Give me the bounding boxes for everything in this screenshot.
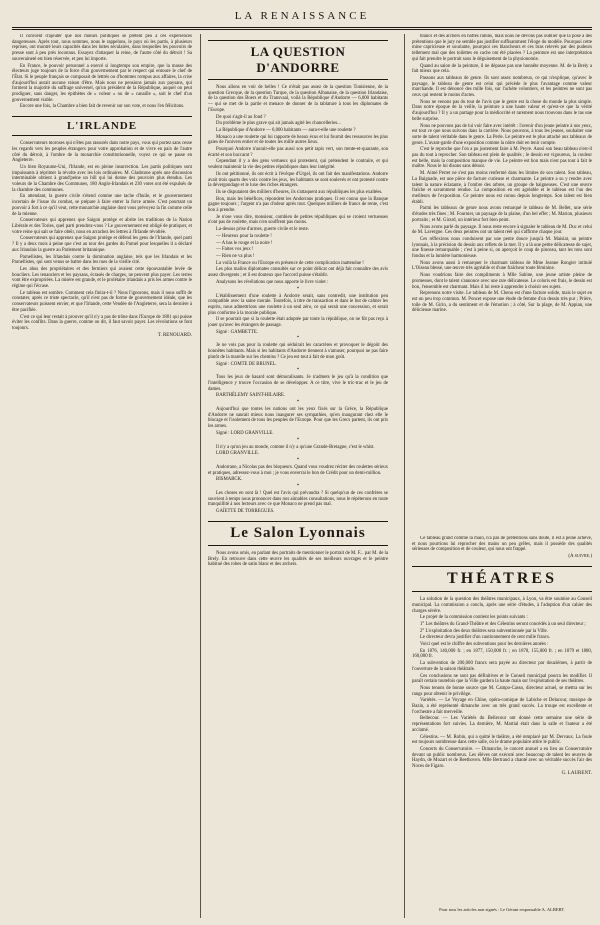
paragraph: Nous avons aussi à remarquer le charmant tableau de Mme Jeanne Rongier intitulé L'Oiseau blessé, une œuvre très agréable et d'une fraîcheur toute féminine. <box>412 260 592 272</box>
paragraph: La voilà la France ou l'Europe en présence de cette complication inattendue ! <box>216 260 364 266</box>
paragraph: Le projet de la commission contient les points suivants : <box>420 615 528 621</box>
paragraph: Je ne vois pas pour la roulette qui séduirait les caractères et provoquer le dégoût des honnêtes habitants. Mais si les habitants d'Andorre tiennent à s'amuser, pourquoi ne pas faire plutôt de la marelle sur les chemins ? Ce jeu est tout à fait de mon goût. <box>208 343 388 360</box>
paragraph: C'est le reproche que l'on a pu justement faire à M. Peyre. Aussi son beau tableau n'est-il pas du tout à reprocher. Son tableau est plein de qualités ; le dessin est vigoureux, la couleur est belle, mais la composition manque de vie. Le peintre est bon mais n'est pas tout à fait le maître. Nous le lui disons sans détour. <box>412 147 592 170</box>
paragraph: Nous allons en voir de belles ! Ce n'était pas assez de la question Tunisienne, de la question Grecque, de la question Turque, de la question Albanaise, de la question Irlandaise, de la question des Boers et du Transvaal, voilà la République d'Andorre — 6,000 habitants — qui se met de la partie et menace de donner de la tablature à tous les diplomates de l'Europe. <box>208 85 388 113</box>
masthead-title: LA RENAISSANCE <box>234 10 370 22</box>
paragraph: 2° L'exploitation des deux théâtres sera subventionnée par la Ville. <box>420 628 548 634</box>
paragraph: Monaco a une roulette qui lui rapporte de beaux écus et lui fournit des ressources les plus gaies de l'univers entier et de toutes les mille autres lieux. <box>208 134 388 146</box>
paragraph: Le directeur devra justifier d'un cautionnement de cent mille francs. <box>420 635 551 641</box>
paragraph: Signé : LORD GRANVILLE. <box>216 430 274 436</box>
paragraph: Pourquoi Andorre n'aurait-elle pas aussi son petit tapis vert, son trente-et-quarante, son écarté et son baccarat ? <box>208 147 388 158</box>
paragraph: — Rien ne va plus ! <box>216 253 255 259</box>
separator-star: * <box>296 400 300 406</box>
paragraph: Passons aux tableaux de genre. Ils sont assez nombreux, ce qui n'explique, qu'avec le paysage, le tableau de genre est celui qui précède le plus l'avantage comme valeur marchande. Il est dénoncé des mille fois, sur l'achète volontiers, et les peintres ne sont pas ceux qui restent le moins d'actes. <box>412 75 592 99</box>
paragraph: Il n'y a qu'un jeu au monde, comme il n'y a qu'une Grande-Bretagne, c'est le whist. <box>216 444 375 450</box>
paragraph: Quand au salon de la peinture, il ne dépasse pas une honnête moyenne. M. de la Brely a fait mieux que cela. <box>412 63 592 75</box>
paragraph: 1° Les théâtres du Grand-Théâtre et des Célestins seront concédés à un seul directeur ; <box>420 621 586 627</box>
column-2 <box>208 34 388 918</box>
separator-star: * <box>296 437 300 443</box>
paragraph: Du problème le plus grave qui ait jamais agité les chancelleries... <box>216 121 341 127</box>
paragraph: La République d'Andorre — 6,000 habitants — aura-t-elle une roulette ? <box>216 127 356 133</box>
salon-article-continued <box>412 34 592 314</box>
paragraph: Encore une fois, la Chambre a bien fait de revenir sur son vote, et nous l'en félicitons. <box>20 104 185 110</box>
paragraph: Le tableau est sombre. Comment cela finira-t-il ? Nous l'ignorons, mais il nous suffit de constater, après ce triste spectacle, qu'il n'est pas de forme de gouvernement idéale, que les conservateurs puissent envier, et que l'Irlande, cette Vendée de l'Angleterre, sera la dernière à être pacifiée. <box>12 290 192 313</box>
column-3-lower <box>412 536 592 906</box>
separator-star: * <box>296 336 300 342</box>
paragraph: Ce tableau grand comme la main, n'a pas de prétentions sans doute, il est à peine achevé, et nous pourrions lui reprocher des mains un peu grêles, mais il possède des qualités sérieuses de composition et de couleur, qui nous ont frappé. <box>412 536 592 553</box>
paragraph: L'établissement d'une roulette à Andorre serait, sans contredit, une institution peu compatible avec la saine morale. Toutefois, à titre de transaction et dans le but de calmer les esprits, nous admettrions une roulette à un seul zéro, ce qui serait une concession, et serait plus conforme à la morale publique. <box>208 293 388 316</box>
theatres-article <box>412 597 592 770</box>
paragraph: blancs et des archers en hottes rubins, mais nous ne devons pas oublier que la pose a des prétentions que le jury ne semble pas justifier suffisamment l'éloge du modèle. Pourquoi cette mine capricieuse et souriante, pourquoi ces blancheurs et ces bras relevés par des pudeurs tellement mal que des toilettes en cache ont été placées ? La peinture est une interprétation qui fait prendre le portrait sous le déguisement de la physionomie. <box>412 34 592 62</box>
andorre-article-6 <box>208 445 388 457</box>
paragraph: La solution de la question des théâtres municipaux, à Lyon, va être soumise au Conseil municipal. La commission a conclu, après une série d'études, à l'adoption d'un cahier des charges sévère. <box>412 597 592 614</box>
column-divider-2 <box>404 34 405 918</box>
paragraph: LORD GRANVILLE. <box>216 451 259 457</box>
paragraph: Nous ne venons pas du tout de l'avis que le genre est la chose du monde la plus simple. Dans notre époque de la veille, la peinture a une haute valeur et qu'est-ce que la vérité d'aujourd'hui ? Il y a un partage pour la médiocrité et rarement nous trouvons dans le tas une belle surprise. <box>412 99 592 122</box>
paragraph: Parmi les tableaux de genre nous avons remarqué le tableau de M. Bellet, une série d'études très fines ; M. Fournier, un paysage de la plaine, d'un bel effet ; M. Marion, plusieurs portraits ; et M. Girard, un intérieur fort bien peint. <box>412 206 592 223</box>
paragraph: Bellecour. — Les Variétés du Bellecour ont donné cette semaine une série de représentations fort suivies. La dernière, M. Martial était dans la salle et l'auteur a été acclamé. <box>412 716 592 733</box>
paragraph: Reprenons notre visite. Le tableau de M. Chenu est d'une facture solide, mais le sujet en est un peu trop commun. M. Poncet expose une étude de femme d'un dessin très pur ; Prière, toile de M. Girin, a du sentiment et de l'émotion ; à côté, Sur la plage, de M. Appian, une délicieuse marine. <box>412 291 592 314</box>
paragraph: Aujourd'hui que toutes les nations ont les yeux fixés sur la Grèce, la République d'Andorre ne saurait mieux nous inaugurer ses sympathies, qu'en inaugurant chez elle le blocage et l'isolement de tous les peuples de l'Europe. Pour que les Grecs partent, ils ont pris les armes. <box>208 407 388 430</box>
paragraph: Andorrane, a Nicolas pas des bisqueurs. Quand vous voudrez réciter des roulettes sérieux et pratiques, adressez-vous à moi ; je vous enverrai le bon de Crédit pour un demi-million. <box>208 464 388 476</box>
paragraph: En France, le pouvoir personnel a exercé si longtemps son empire, que la masse des électeurs juge toujours de la force d'un gouvernement par le respect qui entoure le chef de l'État. Si le peuple français se composait de lettrés ou d'hommes rompus aux affaires, la crise d'aujourd'hui aurait aucune raison d'être. Mais nous ne pensions jamais aux paysans, qui forment la majorité du suffrage universel, qu'un président de la République, auquel on peut prodiguer, sans danger, les épithètes de « voleur » ou de « canaille », soit le chef d'un gouvernement viable. <box>12 63 192 103</box>
paragraph: Il convient d'ajouter que nos mœurs politiques se prêtent peu à ces expériences dangereuses. Après tout, nous sommes, nous le rappelons, le pays où les partis, à plusieurs reprises, ont montré leurs capacités dans les luttes séculaires, dans lesquelles les pouvoirs de presse sont à peu près inconnus. Essayez d'attaquer la reine, de l'autre côté du détroit ! Sa souveraineté est bien réservée, et peu lui importe. <box>12 34 192 62</box>
salon-continuation-note: (A suivre.) <box>568 554 592 560</box>
paragraph: Signé : COMTE DE BRUNEL. <box>216 361 277 367</box>
paragraph: Voici quel est le chiffre des subventions pour les dernières années : <box>420 642 549 648</box>
masthead-rule-double <box>12 29 592 30</box>
separator-star: * <box>296 286 300 292</box>
paragraph: Bon, mais les bénéfices, répondent les Andorrans pratiques. Il est connu que la Banque gagne toujours ; l'argent n'a pas d'odeur après tout. Quelques milliers de francs de rente, c'est bon à prendre. <box>208 196 388 214</box>
andorre-article-3 <box>208 343 388 367</box>
heading-salon-lyonnais: Le Salon Lyonnais <box>208 521 388 546</box>
paragraph: Les choses en sont là ! Quel est l'avis qui prévaudra ? Si quelqu'un de ces confrères se souvient à temps nous prononcer dans nos aimables consultations, nous le répéterons en toute tranquillité à nos lecteurs avec ce que Monaco ne prend pas mal. <box>208 491 388 508</box>
paragraph: Analysons les révélations que nous apporte le livre violet : <box>216 279 329 285</box>
paragraph: — Heureux pour la roulette ! <box>216 233 272 239</box>
paragraph: Parnellistes, les Irlandais contre la domination anglaise, tels que les Irlandais et les Parnellistes, qui sont venus se battre dans les rues de la vieille cité. <box>12 254 192 266</box>
paragraph: — Faites vos jeux ! <box>216 247 254 253</box>
separator-star: * <box>296 368 300 374</box>
andorre-article-4 <box>208 375 388 399</box>
paragraph: Les abus des propriétaires et des fermiers qui avaient cette épouvantable levée de boucliers. Les tenanciers et les paysans, écrasés de charges, ne peuvent plus payer. Les terres vont être expropriées. La misère est grande, et le prolétaire irlandais a pris les armes contre le régime qui l'écrase. <box>12 266 192 290</box>
paragraph: Ces conclusions ne sont pas définitives et le Conseil municipal pourra les modifier. Il paraît certain toutefois que la Ville gardera la haute main sur l'exploitation de ses théâtres. <box>412 673 592 685</box>
column-divider-1 <box>200 34 201 918</box>
paragraph: Nous avons omis, en parlant des portraits de mentionner le portrait de M. F... par M. de la Brely. En retrouve dans cette œuvre les qualités de ses meilleurs ouvrages et le peintre habitué des robes de satin blanc et des archers. <box>208 550 388 568</box>
paragraph: Nous avons parlé du paysage. Il nous reste encore à signaler le tableau de M. Duc et celui de M. Lavergne. Ces deux peintres ont un talent réel qui s'affirme chaque jour. <box>412 224 592 236</box>
paragraph: Conservateurs qui apprenez que Saigon protège et défend les gens de l'Irlande, quel parti ? Il y a deux mois à peine que c'est au tour des gardes du Parnel pour lesquelles il a déclaré aux Irlandais la guerre au Parlement britannique. <box>12 236 192 253</box>
heading-irlande: L'IRLANDE <box>12 116 192 136</box>
andorre-article-5 <box>208 407 388 437</box>
paragraph: En attendant, la guerre civile s'étend comme une tache d'huile, et le gouvernement incertain de l'issue du combat, se prépare à faire entrer la force armée. C'est pourtant un pouvoir à fort à ce qu'il veut, cette monarchie anglaise dont vous prévoyez la fin comme celle de la mienne. <box>12 194 192 217</box>
paragraph: Cependant il y a des gens vertueux qui protestent, qui prétendent le contraire, et qui veulent maintenir la vie des petites républiques dans leur intégrité. <box>208 159 388 171</box>
paragraph: C'est ce qui leur restait à prouver qu'il n'y a pas de trône dans l'Europe de 1881 qui puisse éviter les conflits. Dans la guerre, comme on dit, il faut savoir payer. Les révolutions se font toujours. <box>12 314 192 331</box>
paragraph: Conservateurs moroses qui n'êtes pas rassurés dans notre pays, vous qui portez sans cesse les regards vers les peuples étrangers pour votre approbation et de vivre en paix de l'autre côté du détroit, à l'ombre de la monarchie constitutionnelle, voyez ce qui se passe en Angleterre. <box>12 141 192 164</box>
heading-theatres: THÉATRES <box>412 566 592 592</box>
paragraph: En 1876, 140,000 fr. ; en 1877, 150,000 fr. ; en 1878, 155,000 fr. ; en 1879 et 1880, 160,000 fr. <box>412 648 592 660</box>
andorre-article <box>208 85 388 286</box>
paragraph: BARTHÉLEMY SAINT-HILAIRE. <box>216 393 286 399</box>
paragraph: Conservateurs qui apprenez que Saigon protège et abrite les traditions de la Nation Libérale et des Tories, quel parti prendrez-vous ? Le gouvernement est obligé de pratiquer, et votre reine qui sait se faire obéir, nous en arrachez les lettres à l'Irlande révoltée. <box>12 218 192 235</box>
irlande-article <box>12 141 192 332</box>
paragraph: Signé : GAMBETTE. <box>216 329 258 335</box>
signature-irlande: T. RENOUARD. <box>157 332 192 338</box>
masthead-rule <box>12 27 592 28</box>
andorre-article-2 <box>208 294 388 336</box>
paragraph: La-dessus prise d'armes, guerre civile et le reste. <box>216 227 309 233</box>
paragraph: Ils se disputaient des milliers d'heures, ils s'attaquent aux républiques les plus exaltées. <box>216 189 383 195</box>
paragraph: Nous voudrions faire des compliments à Mlle Sabine, une jeune artiste pleine de promesses, dont le talent s'annonce avec une rare délicatesse. Le coloris est frais, le dessin est bon, l'ensemble est charmant. Mais il lui reste à apprendre à choisir ses sujets. <box>412 273 592 290</box>
paragraph: Célestins. — M. Robin, qui a quitté le théâtre, a été remplacé par M. Dervaux. La foule est toujours nombreuse dans cette salle, où le drame populaire attire le public. <box>412 734 592 746</box>
paragraph: Concerts du Conservatoire. — Dimanche, le concert annuel a eu lieu au Conservatoire devant un public nombreux. Les élèves ont exécuté avec beaucoup de talent les œuvres de Haydn, de Mozart et de Beethoven. Mlle Bertrand a chanté avec un véritable succès l'air des Noces de Figaro. <box>412 746 592 770</box>
paragraph: BISMARCK. <box>216 477 243 483</box>
separator-star: * <box>296 457 300 463</box>
paragraph: Nous ne pouvons pas de lui voir faire avec intérêt : l'avenir d'un jeune peintre à nos yeux, est tout ce que nous suivons dans la carrière. Nous pouvons, à tous les jeunes, souhaiter une sorte de talent véritable dans le genre. La Perle. Le peintre est le plus attaché aux tableaux de genre. L'avant-garde d'une exposition comme la nôtre doit en tenir compte. <box>412 123 592 146</box>
salon-article-end <box>412 536 592 553</box>
paragraph: Variétés. — Le Voyage en Chine, opéra-comique de Labiche et Delacour, musique de Bazin, a été représenté dimanche avec un très grand succès. La troupe est excellente et l'orchestre a fait merveille. <box>412 698 592 715</box>
paragraph: Ils ont pétitionné, ils ont écrit à l'évêque d'Urgel, ils ont fait des manifestations. Andorre avait trois quarts des voix contre les jeux, les habitants se sont soulevés et ont protesté contre la dévergondage et le luxe des riches étrangers. <box>208 171 388 189</box>
paragraph: M. Aimé Perret ne s'est pas moins renfermé dans les limites de son talent. Son tableau, La Baignade, est une pièce de facture curieuse et charmante. Le peintre a su y rendre avec talent la nature éclatante, à l'ombre des arbres, un groupe de baigneuses. C'est une œuvre fraîche et savamment rendue. La composition en est agréable et le tableau est l'un des meilleurs de l'exposition. Ce peintre nous est connu depuis longtemps. Son talent est bien établi. <box>412 171 592 205</box>
footer-gerant: Pour tous les articles non signés : Le Gérant responsable A. ALBERT. <box>439 907 565 912</box>
separator-star: * <box>296 484 300 490</box>
paragraph: Ces réflexions nous conduisent par une pente douce jusqu'à M. Maisiat, un peintre lyonnais, à la précision du dessin aux reflets de la mer. Il y a là une petite délicatesse de sujet, une finesse remarquable ; c'est à peine si, on aperçoit le coup de pinceau, tant les tons sont fondus et la lumière harmonieuse. <box>412 236 592 260</box>
paragraph: Tous les jeux de hasard sont démoralisants. Je n'admets le jeu qu'à la condition que l'intelligence y trouve l'occasion de se développer. A ce titre, vive le tric-trac et le jeu de dames. <box>208 375 388 392</box>
paragraph: GAÏETTE DE TORREGUES. <box>216 509 275 515</box>
paragraph: Un bien Royaume-Uni, l'Irlande, est en pleine insurrection. Les partis politiques sont impuissants à réprimer la révolte avec les lois ordinaires. M. Gladstone après une discussion interminable obtient à grand'peine un bill qui lui donne des pouvoirs plus étendus. Les voleurs de la Chambre des Communes, 180 Anglo-Irlandais et 230 votes ont été expulsés de la chambre des communes. <box>12 164 192 193</box>
paragraph: Je n'ose vous dire, monsieur, combien de petites républiques qui se croient vertueuses n'ont pas de roulette, mais n'en souffrent pas moins. <box>208 214 388 226</box>
heading-question-andorre: LA QUESTION D'ANDORRE <box>208 40 388 80</box>
paragraph: — A bas le rouge et la noire ! <box>216 240 273 246</box>
paragraph: Nous tenons de bonne source que M. Campo-Casso, directeur actuel, se mettra sur les rangs pour obtenir le privilège. <box>412 685 592 697</box>
intro-article <box>12 34 192 110</box>
signature-theatres: G. LAURENT. <box>561 770 592 776</box>
paragraph: La subvention de 200,000 francs sera payée au directeur par douzièmes, à partir de l'ouverture de la saison théâtrale. <box>412 661 592 672</box>
andorre-article-8 <box>208 491 388 515</box>
salon-article <box>208 551 388 568</box>
paragraph: Les plus malins diplomates consultés sur ce point délicat ont déjà fait connaître des avis assez divergents ; et il est douteux que l'accord puisse s'établir. <box>208 267 388 279</box>
andorre-article-7 <box>208 465 388 483</box>
paragraph: Il se pourrait que si la roulette était adoptée par toute la république, on ne fût pas reçu à jouer qu'avec les étrangers de passage. <box>208 317 388 329</box>
column-1 <box>12 34 192 918</box>
paragraph: De quoi s'agit-il au fond ? <box>216 114 266 120</box>
